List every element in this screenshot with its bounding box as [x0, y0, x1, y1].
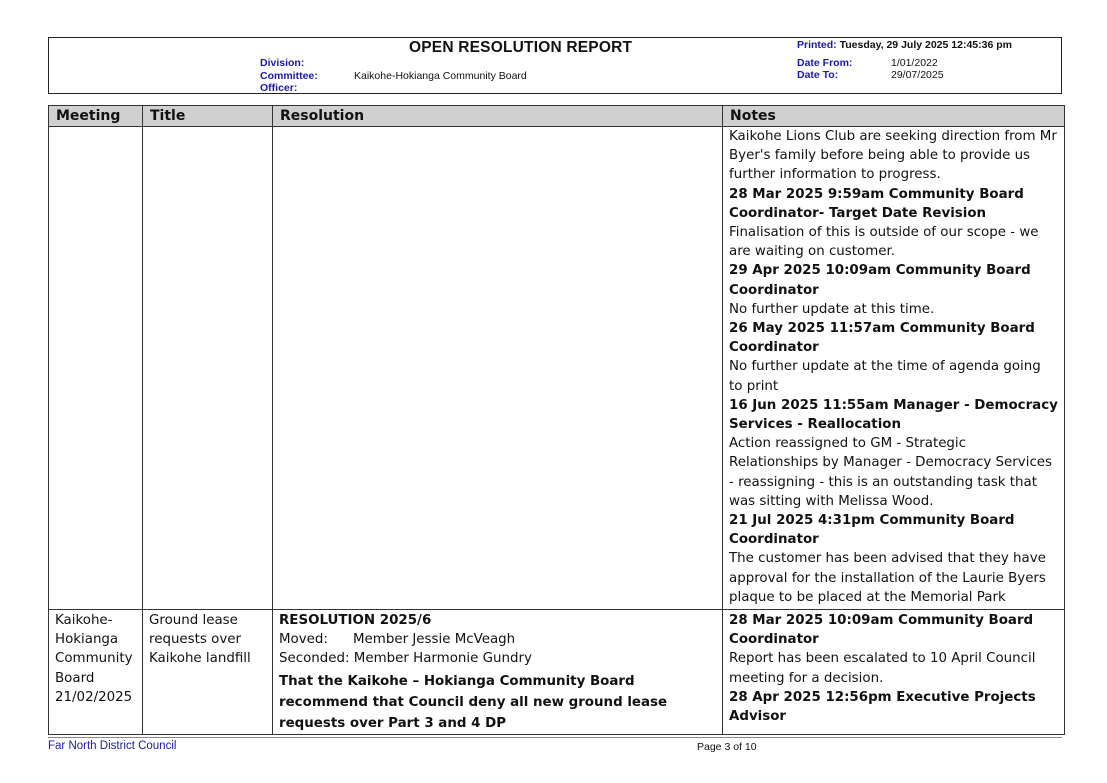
- note-text: Action reassigned to GM - Strategic Relationships by Manager - Democracy Services - reassigning - this is an outstanding task that was sitting with Melissa Wood.: [729, 436, 1053, 509]
- note-entry-heading: 28 Mar 2025 9:59am Community Board Coordinator- Target Date Revision: [729, 186, 1024, 221]
- date-to-value: 29/07/2025: [891, 69, 944, 81]
- table-row: [49, 610, 1065, 735]
- note-entry-heading: 26 May 2025 11:57am Community Board Coordinator: [729, 321, 1035, 356]
- seconded-value: Member Harmonie Gundry: [353, 651, 532, 667]
- resolutions-table: [48, 105, 1065, 735]
- table-header-row: [49, 106, 1065, 127]
- date-to-label: Date To:: [797, 69, 839, 81]
- note-entry-heading: 28 Apr 2025 12:56pm Executive Projects Advisor: [729, 689, 1036, 725]
- column-header-title: Title: [143, 106, 273, 127]
- report-dates: [797, 39, 1012, 82]
- resolution-heading: RESOLUTION 2025/6: [279, 613, 432, 628]
- report-header: [48, 37, 1062, 94]
- printed-label: Printed:: [797, 39, 837, 51]
- date-from-label: Date From:: [797, 56, 853, 69]
- division-label: Division:: [260, 57, 305, 69]
- moved-label: Moved:: [279, 632, 328, 648]
- resolution-cell: [273, 610, 723, 735]
- note-text: The customer has been advised that they have approval for the installation of the Laurie Byers plaque to be placed at the Memorial Park: [729, 551, 1046, 605]
- date-to-row: [797, 69, 1012, 82]
- division-row: [260, 57, 527, 70]
- committee-row: [260, 70, 527, 83]
- report-title: OPEN RESOLUTION REPORT: [409, 39, 633, 56]
- table-row: [49, 127, 1065, 610]
- column-header-meeting: Meeting: [49, 106, 143, 127]
- note-text: Finalisation of this is outside of our scope - we are waiting on customer.: [729, 225, 1039, 260]
- title-line: Ground lease: [149, 613, 238, 628]
- page-number: Page 3 of 10: [697, 741, 757, 753]
- title-cell: [143, 610, 273, 735]
- notes-cell: [723, 610, 1065, 735]
- column-header-resolution: Resolution: [273, 106, 723, 127]
- column-header-notes: Notes: [723, 106, 1065, 127]
- officer-label: Officer:: [260, 82, 298, 94]
- note-text: No further update at the time of agenda going to print: [729, 359, 1041, 394]
- meeting-line: Kaikohe-: [55, 613, 113, 628]
- report-filters: [260, 57, 527, 95]
- note-entry-heading: 16 Jun 2025 11:55am Manager - Democracy Services - Reallocation: [729, 397, 1058, 433]
- note-entry-heading: 21 Jul 2025 4:31pm Community Board Coordinator: [729, 513, 1015, 548]
- meeting-cell: [49, 127, 143, 610]
- meeting-date: 21/02/2025: [55, 689, 133, 705]
- meeting-line: Community: [55, 651, 133, 667]
- meeting-line: Board: [55, 670, 95, 686]
- note-text: No further update at this time.: [729, 301, 935, 317]
- resolution-body: That the Kaikohe – Hokianga Community Board recommend that Council deny all new ground lease requests over Part 3 and 4 DP: [279, 673, 668, 731]
- seconded-label: Seconded:: [279, 651, 350, 667]
- note-text: Kaikohe Lions Club are seeking direction from Mr Byer's family before being able to provide us further information to progress.: [729, 129, 1057, 183]
- title-line: Kaikohe landfill: [149, 651, 251, 667]
- note-entry-heading: 28 Mar 2025 10:09am Community Board Coordinator: [729, 613, 1034, 648]
- notes-cell: [723, 127, 1065, 610]
- title-line: requests over: [149, 632, 241, 648]
- footer-organisation: Far North District Council: [48, 740, 177, 752]
- resolution-cell: [273, 127, 723, 610]
- date-from-value: 1/01/2022: [891, 56, 938, 69]
- officer-row: [260, 82, 527, 95]
- moved-value: Member Jessie McVeagh: [353, 632, 516, 648]
- printed-value: Tuesday, 29 July 2025 12:45:36 pm: [839, 39, 1012, 51]
- note-text: Report has been escalated to 10 April Council meeting for a decision.: [729, 651, 1036, 686]
- meeting-cell: [49, 610, 143, 735]
- seconded-row: [279, 649, 716, 668]
- moved-row: [279, 630, 716, 649]
- date-from-row: [797, 57, 1012, 70]
- footer-divider: [48, 737, 1062, 738]
- committee-value: Kaikohe-Hokianga Community Board: [354, 69, 527, 82]
- note-entry-heading: 29 Apr 2025 10:09am Community Board Coordinator: [729, 263, 1031, 298]
- title-cell: [143, 127, 273, 610]
- meeting-line: Hokianga: [55, 632, 119, 648]
- committee-label: Committee:: [260, 69, 318, 82]
- printed-row: [797, 39, 1012, 52]
